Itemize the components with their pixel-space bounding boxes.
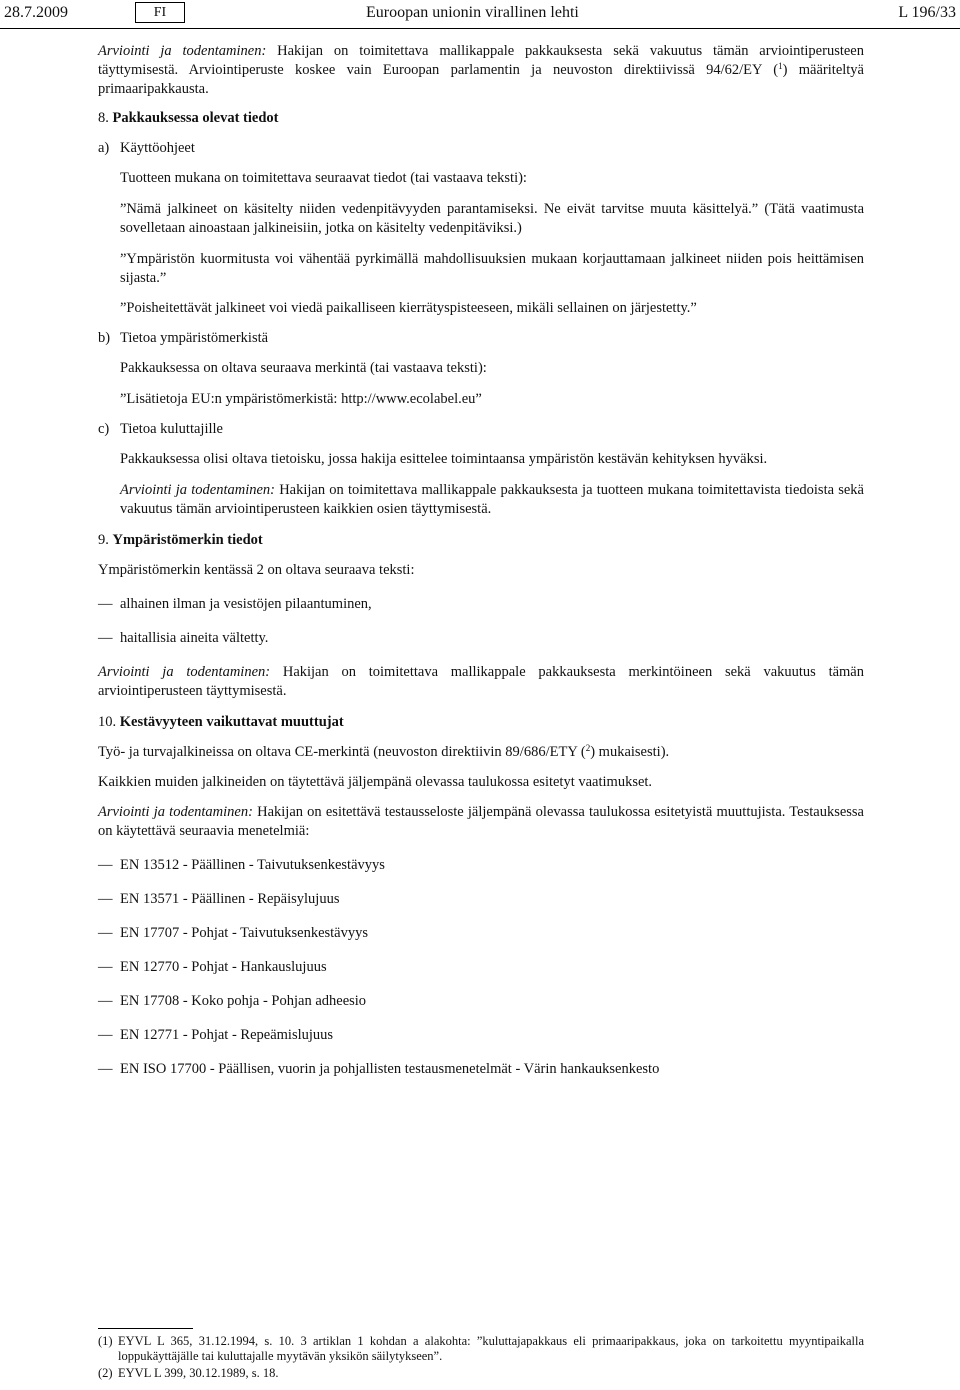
subsection-label: c) [98,421,110,437]
method-text: EN 17707 - Pohjat - Taivutuksenkestävyys [120,925,369,941]
assessment-text: Hakijan on toimitettava mallikappale pakkauksesta sekä vakuutus tämän arviointiperusteen täyttymisestä. Arviointiperuste koskee vain Euroopan parlamentin ja neuvoston direktiivissä 94/62/EY ( [98,43,864,78]
section-number: 9. [98,532,109,548]
section-9-heading [98,531,864,550]
assessment-paragraph [98,663,864,701]
footnote-text: EYVL L 365, 31.12.1994, s. 10. 3 artiklan 1 kohdan a alakohta: ”kuluttajapakkaus eli primaaripakkaus, joka on tarkoitettu myyntipaikalla loppukäyttäjälle tai kuluttajalle myytävän yksikön säilytykseen”. [118,1334,864,1363]
dash-bullet: — [98,857,113,873]
assessment-label: Arviointi ja todentaminen: [98,804,253,820]
body-text-part: ) mukaisesti). [590,744,670,760]
journal-title: Euroopan unionin virallinen lehti [366,4,579,21]
body-text [98,743,864,762]
quoted-text: ”Ympäristön kuormitusta voi vähentää pyrkimällä mahdollisuuksien mukaan korjauttamaan jalkineet niiden pois heittämisen sijasta.” [120,251,864,286]
method-item [98,890,864,909]
method-text: EN 13512 - Päällinen - Taivutuksenkestävyys [120,857,385,873]
dash-bullet: — [98,596,113,612]
section-10-heading [98,713,864,732]
method-text: EN 13571 - Päällinen - Repäisylujuus [120,891,340,907]
footnote-number: (2) [98,1366,113,1380]
method-text: EN 12771 - Pohjat - Repeämislujuus [120,1027,334,1043]
assessment-text: Hakijan on toimitettava mallikappale pakkauksesta ja tuotteen mukana toimitettavista tiedoista sekä vakuutus tämän arviointiperusteen kaikkien osien täyttymisestä. [120,482,864,517]
body-text: Ympäristömerkin kentässä 2 on oltava seuraava teksti: [98,562,415,578]
subsection-c [98,420,864,439]
subsection-b [98,329,864,348]
section-title: Ympäristömerkin tiedot [112,532,263,548]
dash-bullet: — [98,1061,113,1077]
quoted-text: ”Poisheitettävät jalkineet voi viedä paikalliseen kierrätyspisteeseen, mikäli sellainen on järjestetty.” [120,300,697,316]
footnote-1 [98,1334,864,1364]
assessment-label: Arviointi ja todentaminen: [98,43,267,59]
dash-bullet: — [98,959,113,975]
assessment-tail: ) määriteltyä primaaripakkausta. [98,62,864,97]
header-date: 28.7.2009 [4,4,68,21]
page-number: L 196/33 [898,4,956,21]
section-number: 8. [98,110,109,126]
assessment-text: Hakijan on esitettävä testausseloste jäljempänä olevassa taulukossa esitetyistä muuttujista. Testauksessa on käytettävä seuraavia menetelmiä: [98,804,864,839]
method-text: EN 12770 - Pohjat - Hankauslujuus [120,959,327,975]
section-number: 10. [98,714,117,730]
subsection-a [98,139,864,158]
dash-bullet: — [98,1027,113,1043]
method-item [98,992,864,1011]
list-item [98,595,864,614]
assessment-paragraph [120,481,864,519]
footnotes [98,1328,864,1381]
section-title: Pakkauksessa olevat tiedot [112,110,279,126]
assessment-paragraph [98,803,864,841]
assessment-label: Arviointi ja todentaminen: [120,482,275,498]
instruction-text: Pakkauksessa on oltava seuraava merkintä (tai vastaava teksti): [120,360,487,376]
quoted-text: ”Nämä jalkineet on käsitelty niiden vedenpitävyyden parantamiseksi. Ne eivät tarvitse muuta käsittelyä.” (Tätä vaatimusta sovelletaan ainoastaan jalkineisiin, jotka on käsitelty vedenpitäviksi.) [120,201,864,236]
method-item [98,924,864,943]
list-item [98,629,864,648]
assessment-label: Arviointi ja todentaminen: [98,664,271,680]
dash-bullet: — [98,925,113,941]
footnote-rule [98,1328,193,1329]
list-item-text: alhainen ilman ja vesistöjen pilaantuminen, [120,596,372,612]
quoted-text: ”Lisätietoja EU:n ympäristömerkistä: http://www.ecolabel.eu” [120,391,482,407]
dash-bullet: — [98,993,113,1009]
method-text: EN ISO 17700 - Päällisen, vuorin ja pohjallisten testausmenetelmät - Värin hankauksenkesto [120,1061,660,1077]
footnote-text: EYVL L 399, 30.12.1989, s. 18. [118,1366,279,1380]
subsection-title: Tietoa kuluttajille [120,421,223,437]
header-rule [0,28,960,29]
subsection-label: a) [98,140,110,156]
language-code-box: FI [135,2,185,23]
list-item-text: haitallisia aineita vältetty. [120,630,269,646]
subsection-title: Tietoa ympäristömerkistä [120,330,269,346]
method-text: EN 17708 - Koko pohja - Pohjan adheesio [120,993,367,1009]
instruction-text: Tuotteen mukana on toimitettava seuraavat tiedot (tai vastaava teksti): [120,170,527,186]
subsection-title: Käyttöohjeet [120,140,195,156]
footnote-ref-1: 1 [778,61,783,71]
subsection-label: b) [98,330,111,346]
footnote-2 [98,1366,864,1381]
method-list [98,856,864,1079]
method-item [98,1026,864,1045]
body-text: Pakkauksessa olisi oltava tietoisku, jossa hakija esittelee toimintaansa ympäristön kestävän kehityksen hyväksi. [120,451,768,467]
body-text-part: Työ- ja turvajalkineissa on oltava CE-merkintä (neuvoston direktiivin 89/686/ETY ( [98,744,586,760]
method-item [98,958,864,977]
page-content [98,42,864,1094]
method-item [98,1060,864,1079]
dash-bullet: — [98,630,113,646]
footnote-ref-2: 2 [585,743,591,753]
section-title: Kestävyyteen vaikuttavat muuttujat [119,714,344,730]
footnote-number: (1) [98,1334,113,1348]
section-8-heading [98,109,864,128]
body-text: Kaikkien muiden jalkineiden on täytettävä jäljempänä olevassa taulukossa esitetyt vaatimukset. [98,774,653,790]
method-item [98,856,864,875]
dash-bullet: — [98,891,113,907]
assessment-text: Hakijan on toimitettava mallikappale pakkauksesta merkintöineen sekä vakuutus tämän arviointiperusteen täyttymisestä. [98,664,864,699]
assessment-paragraph [98,42,864,99]
page-header [0,0,960,29]
